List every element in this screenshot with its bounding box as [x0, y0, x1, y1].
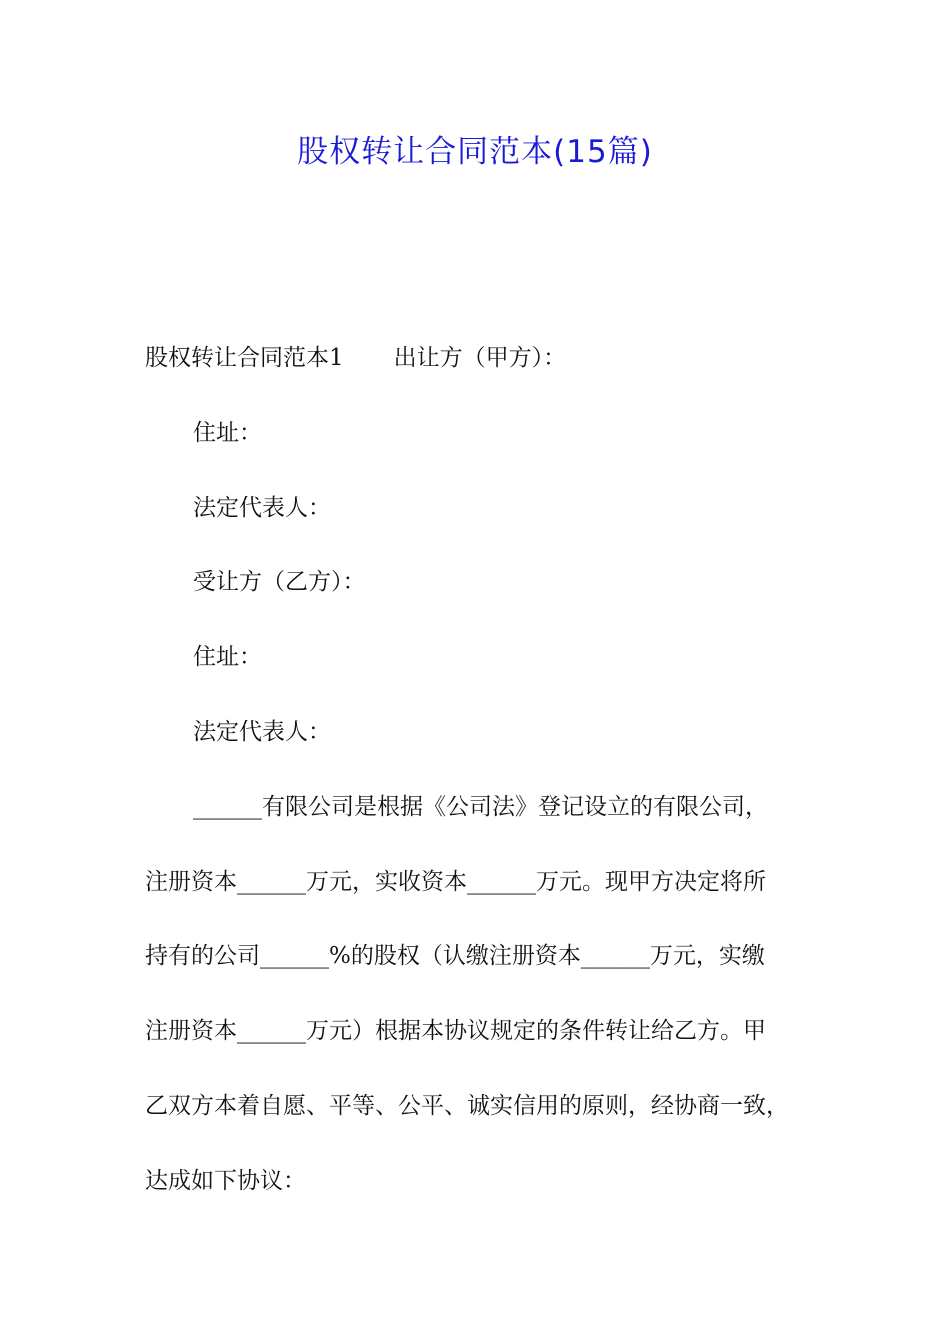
paragraph-line: 注册资本______万元，实收资本______万元。现甲方决定将所 — [145, 869, 766, 895]
paragraph-line: 达成如下协议： — [145, 1168, 306, 1194]
section-heading: 股权转让合同范本1 — [145, 345, 344, 371]
transferee-label: 受让方（乙方）： — [193, 569, 366, 595]
transferor-address-label: 住址： — [193, 420, 262, 446]
paragraph-line: 持有的公司______%的股权（认缴注册资本______万元，实缴 — [145, 943, 765, 969]
paragraph-line: 乙双方本着自愿、平等、公平、诚实信用的原则，经协商一致， — [145, 1093, 789, 1119]
transferor-legal-rep-label: 法定代表人： — [193, 495, 331, 521]
transferee-legal-rep-label: 法定代表人： — [193, 719, 331, 745]
transferee-address-label: 住址： — [193, 644, 262, 670]
paragraph-line: 注册资本______万元）根据本协议规定的条件转让给乙方。甲 — [145, 1018, 766, 1044]
transferor-label: 出让方（甲方）： — [393, 345, 567, 371]
paragraph-line: ______有限公司是根据《公司法》登记设立的有限公司， — [193, 794, 768, 820]
heading-line — [145, 342, 845, 374]
document-title: 股权转让合同范本(15篇) — [297, 134, 653, 170]
